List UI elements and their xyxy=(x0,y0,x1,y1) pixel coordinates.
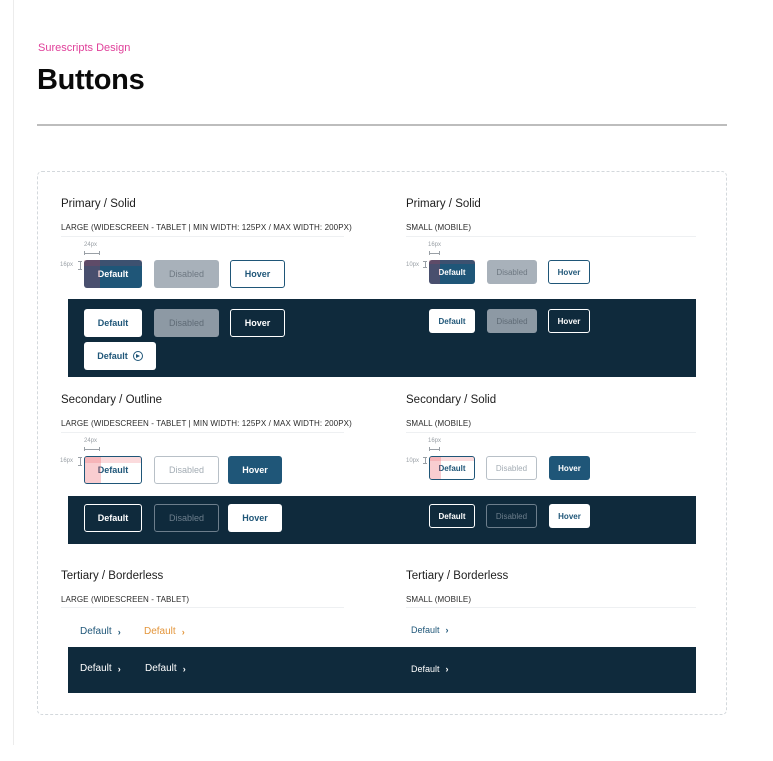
section-subtitle-tertiary-small: SMALL (MOBILE) xyxy=(406,595,472,604)
section-divider xyxy=(406,432,696,433)
tertiary-small-default-link[interactable] xyxy=(411,625,449,635)
link-label: Default xyxy=(80,626,112,637)
height-annotation: 10px xyxy=(406,262,420,268)
height-measure-icon xyxy=(423,457,427,464)
secondary-small-default-button[interactable]: Default xyxy=(429,456,475,480)
section-divider xyxy=(406,607,696,608)
chevron-right-icon: › xyxy=(117,626,121,637)
link-label: Default xyxy=(411,664,440,674)
link-label: Default xyxy=(411,625,440,635)
chevron-right-icon: › xyxy=(117,663,121,674)
primary-dark-icon-button[interactable] xyxy=(84,342,156,370)
width-annotation: 24px xyxy=(84,242,98,248)
secondary-dark-default-button[interactable]: Default xyxy=(84,504,142,532)
width-annotation: 16px xyxy=(428,242,442,248)
section-subtitle-primary-small: SMALL (MOBILE) xyxy=(406,223,472,232)
primary-default-button[interactable]: Default xyxy=(84,260,142,288)
chevron-right-icon: › xyxy=(181,626,185,637)
chevron-right-icon: › xyxy=(445,625,449,635)
secondary-disabled-button[interactable]: Disabled xyxy=(154,456,219,484)
width-measure-icon xyxy=(429,251,440,255)
width-measure-icon xyxy=(84,447,100,451)
link-label: Default xyxy=(145,663,177,674)
secondary-small-dark-default-button[interactable]: Default xyxy=(429,504,475,528)
section-subtitle-secondary-large: LARGE (WIDESCREEN - TABLET | MIN WIDTH: 125PX / MAX WIDTH: 200PX) xyxy=(61,419,352,428)
height-measure-icon xyxy=(78,261,82,270)
section-divider xyxy=(61,236,344,237)
secondary-default-button[interactable]: Default xyxy=(84,456,142,484)
height-annotation: 16px xyxy=(60,262,74,268)
primary-dark-hover-button[interactable]: Hover xyxy=(230,309,285,337)
section-title-primary-large: Primary / Solid xyxy=(61,198,136,210)
secondary-dark-disabled-button[interactable]: Disabled xyxy=(154,504,219,532)
icon-button-label: Default xyxy=(97,351,128,361)
secondary-small-disabled-button[interactable]: Disabled xyxy=(486,456,537,480)
height-measure-icon xyxy=(78,457,82,466)
height-measure-icon xyxy=(423,261,427,268)
primary-hover-button[interactable]: Hover xyxy=(230,260,285,288)
tertiary-hover-link[interactable] xyxy=(144,626,185,637)
page-title: Buttons xyxy=(37,64,145,96)
section-title-tertiary-small: Tertiary / Borderless xyxy=(406,570,509,582)
tertiary-dark-hover-link[interactable] xyxy=(145,663,186,674)
primary-small-dark-default-button[interactable]: Default xyxy=(429,309,475,333)
section-subtitle-secondary-small: SMALL (MOBILE) xyxy=(406,419,472,428)
primary-small-dark-disabled-button[interactable]: Disabled xyxy=(487,309,537,333)
section-subtitle-primary-large: LARGE (WIDESCREEN - TABLET | MIN WIDTH: 125PX / MAX WIDTH: 200PX) xyxy=(61,223,352,232)
secondary-small-hover-button[interactable]: Hover xyxy=(549,456,590,480)
primary-disabled-button[interactable]: Disabled xyxy=(154,260,219,288)
link-label: Default xyxy=(144,626,176,637)
section-title-tertiary-large: Tertiary / Borderless xyxy=(61,570,164,582)
section-title-secondary-large: Secondary / Outline xyxy=(61,394,163,406)
play-circle-icon xyxy=(133,351,143,361)
primary-dark-default-button[interactable]: Default xyxy=(84,309,142,337)
width-measure-icon xyxy=(84,251,100,255)
secondary-small-dark-disabled-button[interactable]: Disabled xyxy=(486,504,537,528)
primary-small-disabled-button[interactable]: Disabled xyxy=(487,260,537,284)
height-annotation: 10px xyxy=(406,458,420,464)
tertiary-default-link[interactable] xyxy=(80,626,121,637)
component-frame xyxy=(37,171,727,715)
chevron-right-icon: › xyxy=(182,663,186,674)
section-divider xyxy=(406,236,696,237)
section-subtitle-tertiary-large: LARGE (WIDESCREEN - TABLET) xyxy=(61,595,190,604)
section-title-secondary-small: Secondary / Solid xyxy=(406,394,497,406)
brand-label: Surescripts Design xyxy=(38,42,131,54)
section-title-primary-small: Primary / Solid xyxy=(406,198,481,210)
primary-dark-disabled-button[interactable]: Disabled xyxy=(154,309,219,337)
width-measure-icon xyxy=(429,447,440,451)
secondary-small-dark-hover-button[interactable]: Hover xyxy=(549,504,590,528)
secondary-hover-button[interactable]: Hover xyxy=(228,456,282,484)
section-divider xyxy=(61,432,344,433)
primary-small-default-button[interactable]: Default xyxy=(429,260,475,284)
page-left-rule xyxy=(13,0,14,745)
section-divider xyxy=(61,607,344,608)
chevron-right-icon: › xyxy=(445,664,449,674)
primary-small-hover-button[interactable]: Hover xyxy=(548,260,590,284)
width-annotation: 16px xyxy=(428,438,442,444)
tertiary-small-dark-link[interactable] xyxy=(411,664,449,674)
primary-small-dark-hover-button[interactable]: Hover xyxy=(548,309,590,333)
width-annotation: 24px xyxy=(84,438,98,444)
secondary-dark-hover-button[interactable]: Hover xyxy=(228,504,282,532)
link-label: Default xyxy=(80,663,112,674)
title-divider xyxy=(37,124,727,126)
height-annotation: 16px xyxy=(60,458,74,464)
tertiary-dark-default-link[interactable] xyxy=(80,663,121,674)
